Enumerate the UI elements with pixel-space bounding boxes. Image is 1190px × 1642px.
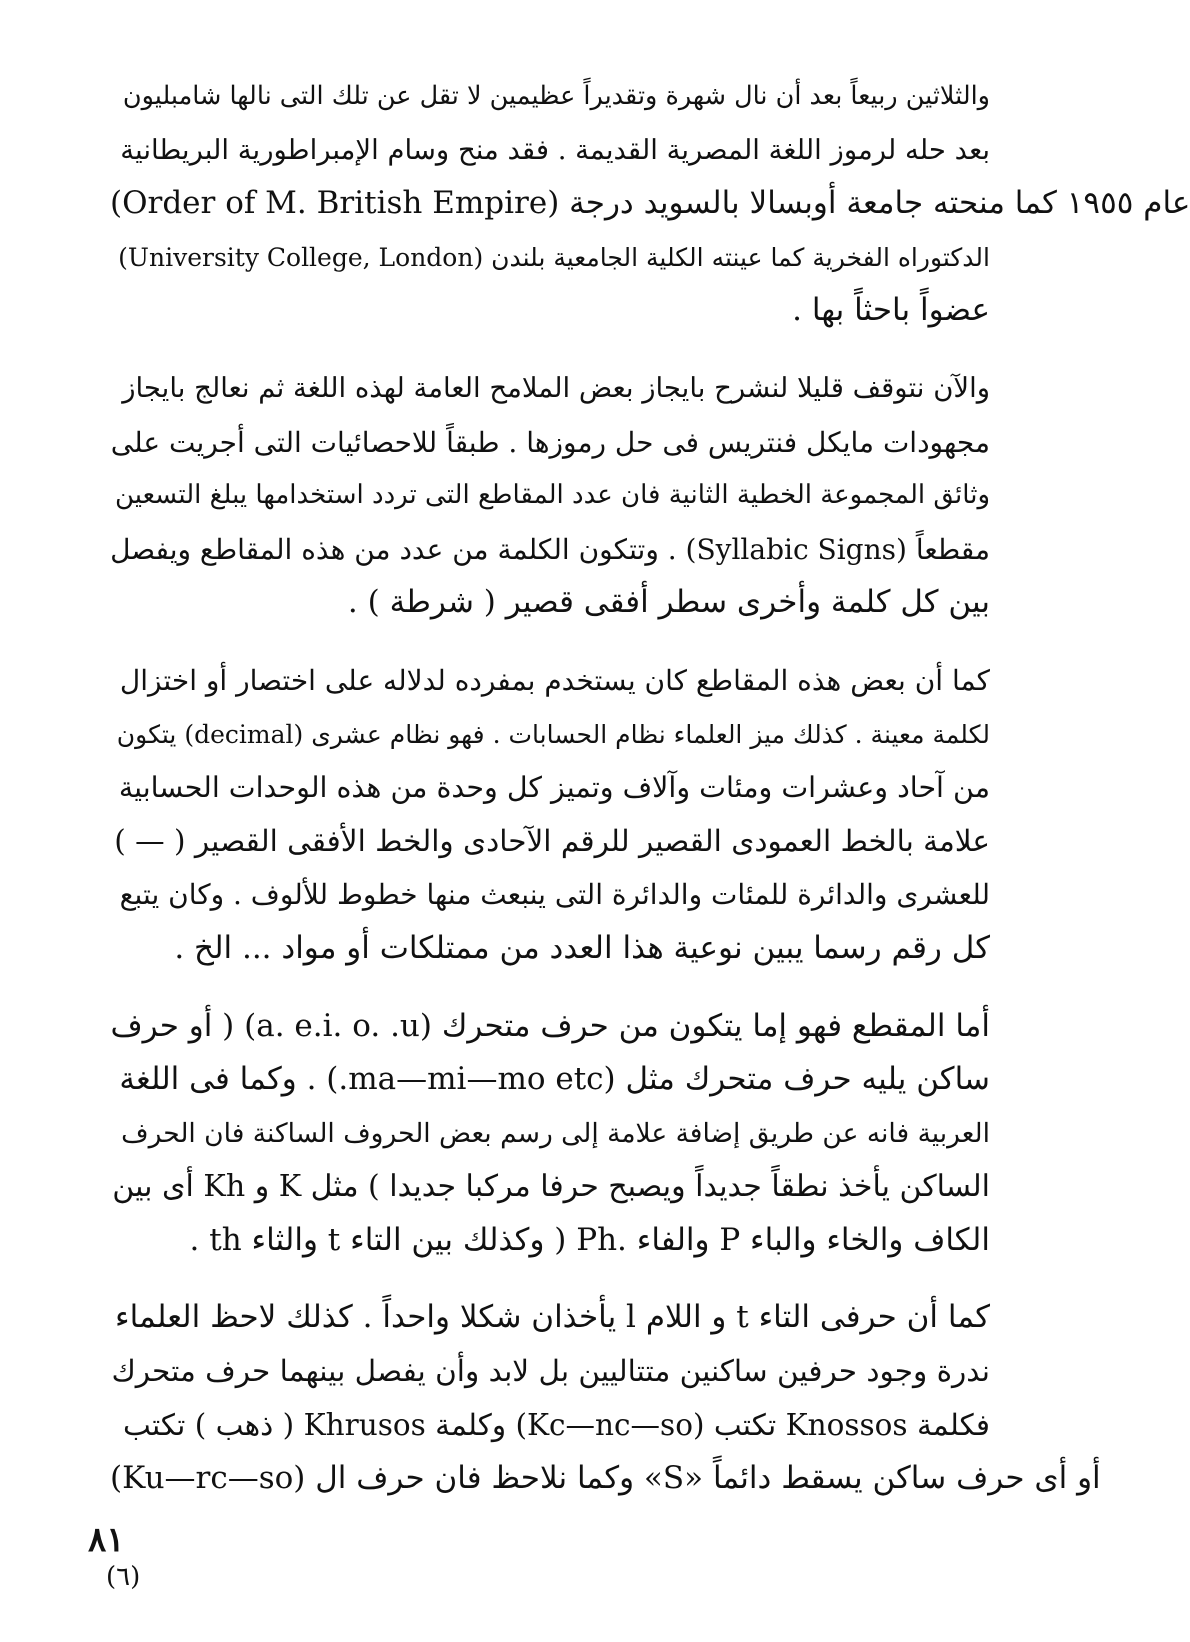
text-line: مقطعاً (Syllabic Signs) . وتتكون الكلمة من عدد من هذه المقاطع ويفصل xyxy=(110,532,990,566)
text-line: بين كل كلمة وأخرى سطر أفقى قصير ( شرطة ) . xyxy=(347,584,990,621)
text-line: ساكن يليه حرف متحرك مثل (ma—mi—mo etc.) . وكما فى اللغة xyxy=(119,1061,990,1098)
document-page xyxy=(110,70,1190,1570)
text-line: (Ku—rc—so) وكما نلاحظ فان حرف ال «S» أو أى حرف ساكن يسقط دائماً xyxy=(110,1460,1101,1497)
text-block xyxy=(110,70,1190,1506)
paragraph-5 xyxy=(110,1291,1101,1505)
text-line: علامة بالخط العمودى القصير للرقم الآحادى والخط الأفقى القصير ( — ) xyxy=(114,823,990,858)
page-footer xyxy=(88,1520,140,1594)
page-number: ٨١ xyxy=(88,1520,125,1560)
paragraph-2 xyxy=(110,362,990,630)
paragraph-3 xyxy=(110,654,990,976)
text-line: والثلاثين ربيعاً بعد أن نال شهرة وتقديراً عظيمين لا تقل عن تلك التى نالها شامبليون xyxy=(122,81,990,111)
text-line: العربية فانه عن طريق إضافة علامة إلى رسم بعض الحروف الساكنة فان الحرف xyxy=(121,1117,990,1149)
text-line: للعشرى والدائرة للمئات والدائرة التى ينبعث منها خطوط للألوف . وكان يتبع xyxy=(119,878,990,912)
text-line: ندرة وجود حرفين ساكنين متتاليين بل لابد وأن يفصل بينهما حرف متحرك xyxy=(111,1354,990,1389)
text-line: عضواً باحثاً بها . xyxy=(792,292,990,329)
text-line: الكاف والخاء والباء P والفاء .Ph ( وكذلك بين التاء t والثاء th . xyxy=(189,1221,990,1258)
text-line: والآن نتوقف قليلا لنشرح بايجاز بعض الملامح العامة لهذه اللغة ثم نعالج بايجاز xyxy=(122,371,990,404)
text-line: مجهودات مايكل فنتريس فى حل رموزها . طبقاً للاحصائيات التى أجريت على xyxy=(110,425,990,459)
text-line: لكلمة معينة . كذلك ميز العلماء نظام الحسابات . فهو نظام عشرى (decimal) يتكون xyxy=(116,719,990,749)
text-line: فكلمة Knossos تكتب (Kc—nc—so) وكلمة Khrusos ( ذهب ) تكتب xyxy=(123,1407,990,1442)
text-line: كل رقم رسما يبين نوعية هذا العدد من ممتلكات أو مواد ... الخ . xyxy=(174,929,990,966)
text-line: الدكتوراه الفخرية كما عينته الكلية الجامعية بلندن (University College, London) xyxy=(118,242,990,272)
text-line: الساكن يأخذ نطقاً جديداً ويصبح حرفا مركبا جديدا ) مثل K و Kh أى بين xyxy=(112,1169,990,1205)
text-line: كما أن بعض هذه المقاطع كان يستخدم بمفرده لدلاله على اختصار أو اختزال xyxy=(119,663,990,697)
text-line: أما المقطع فهو إما يتكون من حرف متحرك (a. e.i. o. .u) ( أو حرف xyxy=(110,1007,990,1044)
text-line: بعد حله لرموز اللغة المصرية القديمة . فقد منح وسام الإمبراطورية البريطانية xyxy=(120,133,990,166)
text-line: من آحاد وعشرات ومئات وآلاف وتميز كل وحدة من هذه الوحدات الحسابية xyxy=(118,771,990,805)
text-line: وثائق المجموعة الخطية الثانية فان عدد المقاطع التى تردد استخدامها يبلغ التسعين xyxy=(115,480,990,511)
text-line: كما أن حرفى التاء t و اللام l يأخذان شكلا واحداً . كذلك لاحظ العلماء xyxy=(115,1299,990,1336)
text-line: (Order of M. British Empire) عام ١٩٥٥ كما منحته جامعة أوبسالا بالسويد درجة xyxy=(110,185,1190,222)
signature-mark: (٦) xyxy=(106,1562,141,1592)
paragraph-4 xyxy=(110,1000,990,1268)
paragraph-1 xyxy=(110,70,1190,338)
